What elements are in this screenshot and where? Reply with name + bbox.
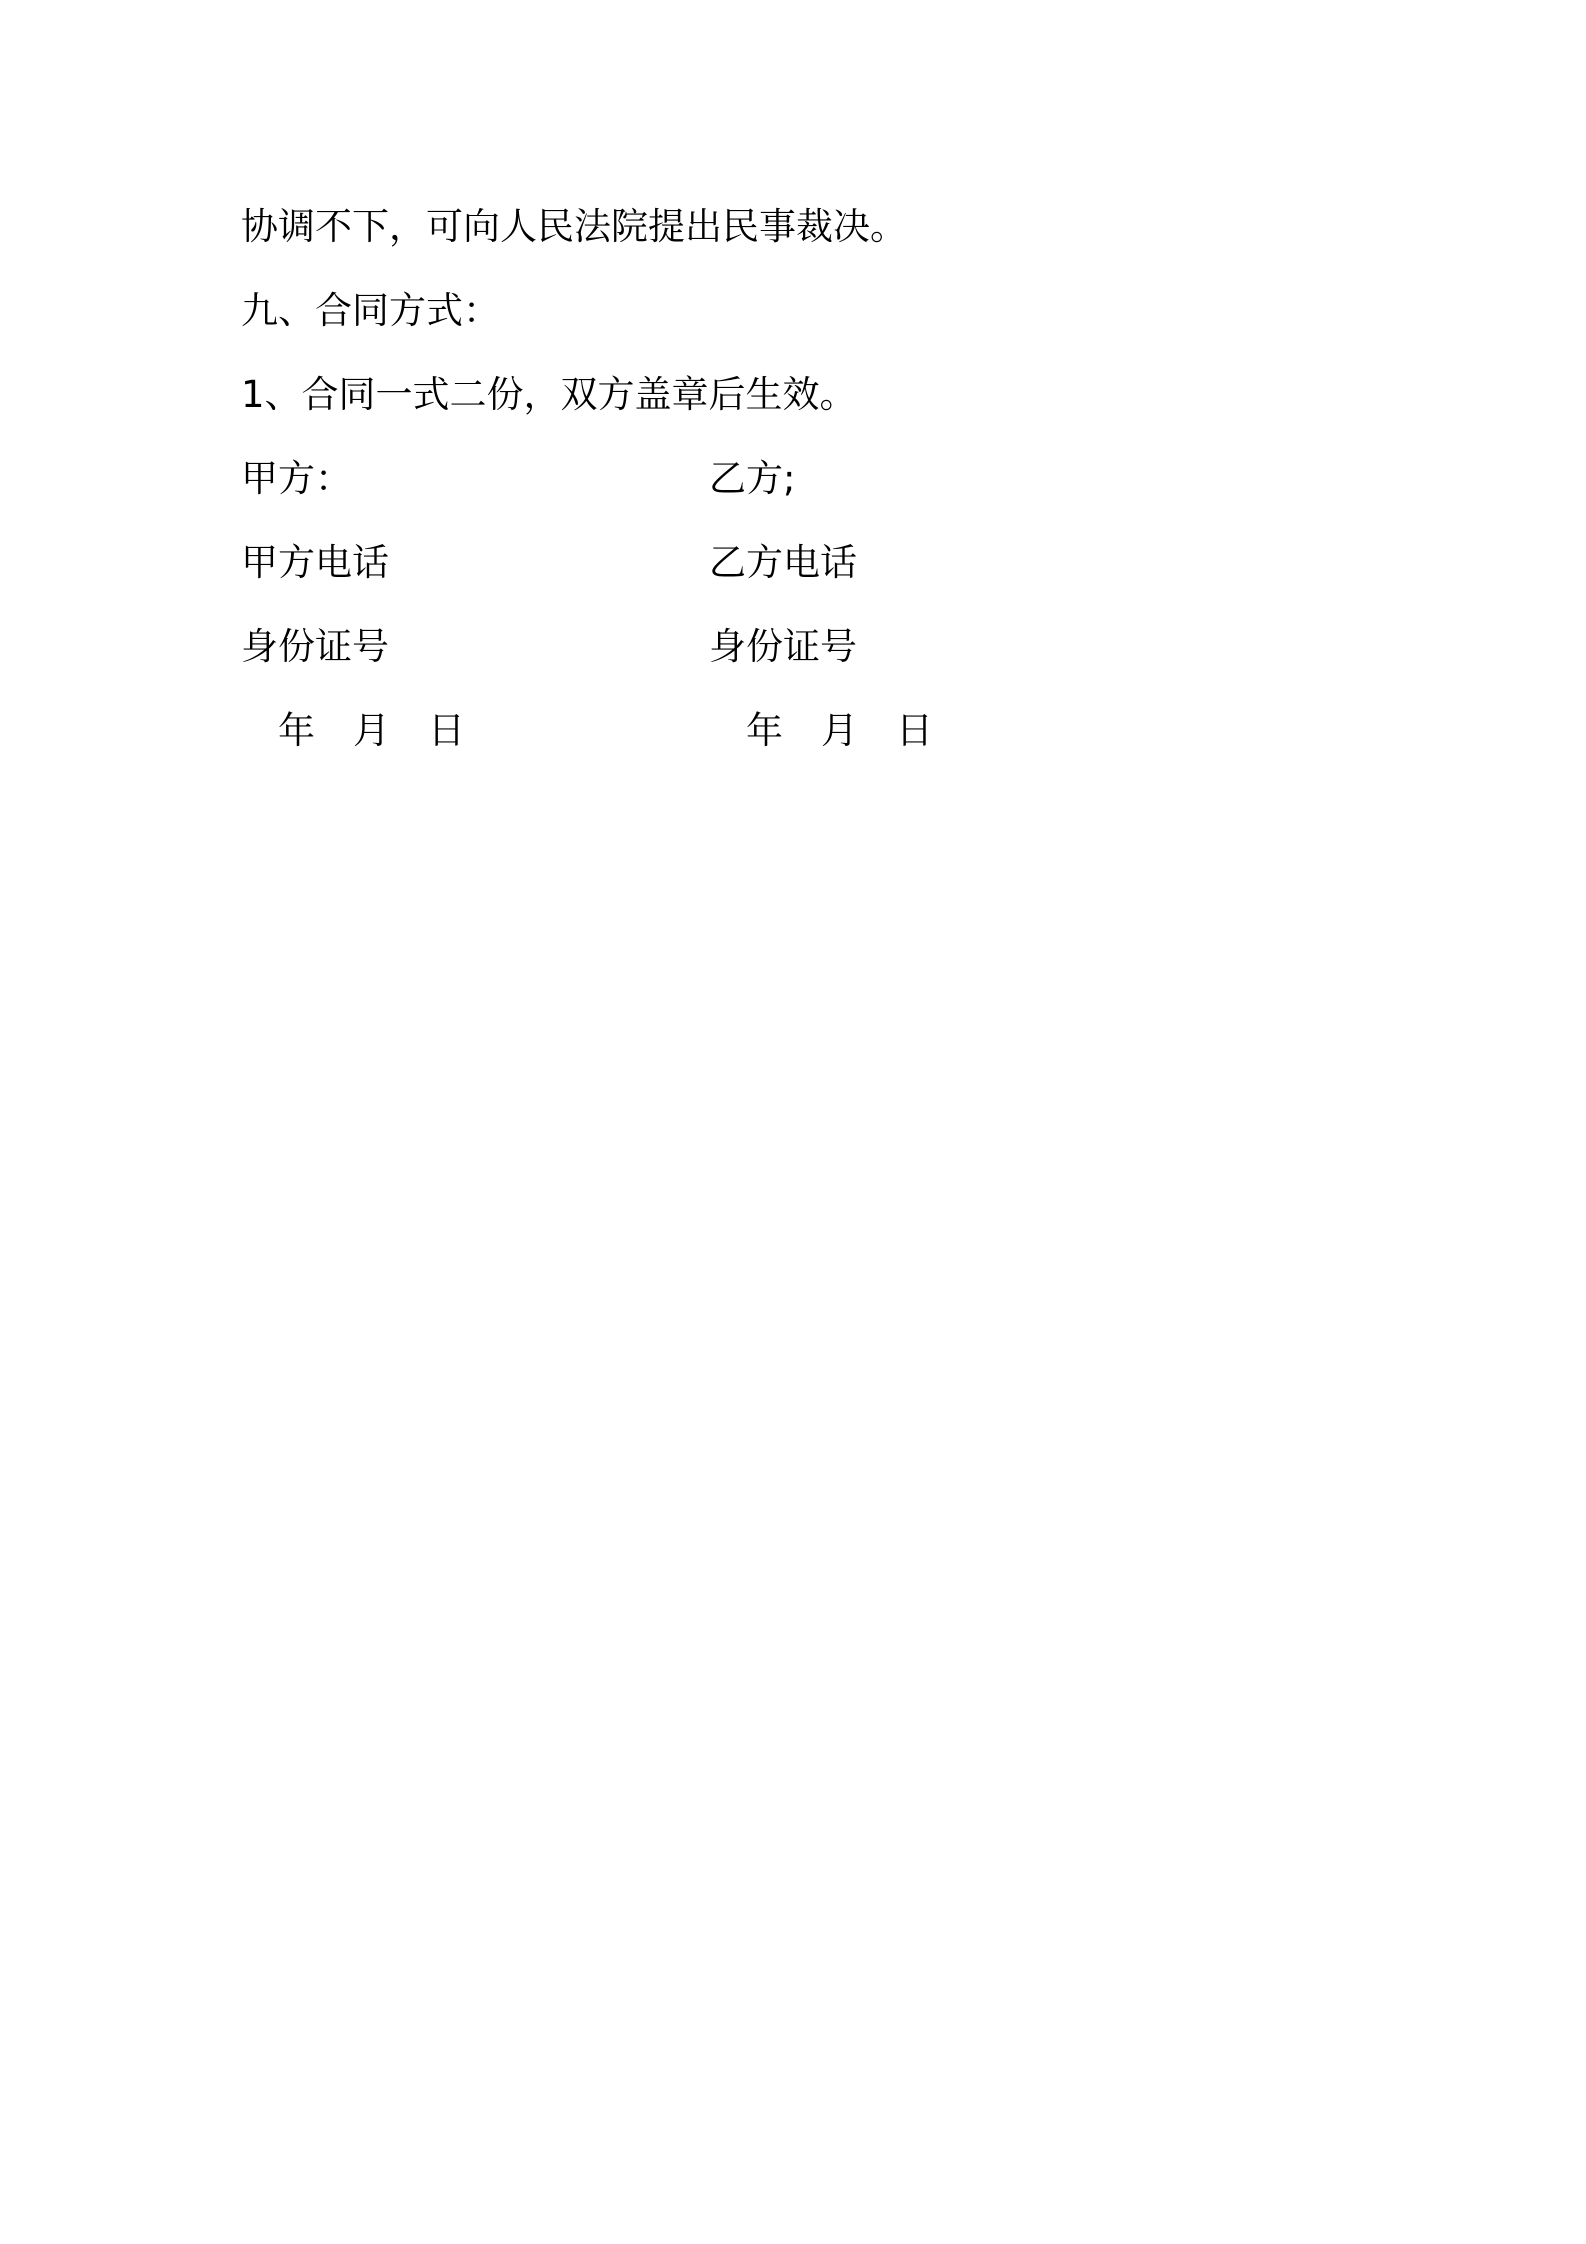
section-heading-contract-form: 九、合同方式： (241, 289, 500, 332)
party-b-date-year: 年 (746, 709, 783, 752)
paragraph-contract-copies: 1、合同一式二份，双方盖章后生效。 (241, 373, 857, 416)
party-a-date-month: 月 (353, 709, 390, 752)
party-b-label: 乙方; (709, 457, 796, 500)
party-a-id-label: 身份证号 (241, 625, 389, 668)
party-a-phone-label: 甲方电话 (241, 541, 389, 584)
party-a-date-year: 年 (278, 709, 315, 752)
party-a-label: 甲方： (241, 457, 352, 500)
party-b-date-month: 月 (821, 709, 858, 752)
party-b-phone-label: 乙方电话 (709, 541, 857, 584)
party-b-id-label: 身份证号 (709, 625, 857, 668)
paragraph-dispute-resolution: 协调不下，可向人民法院提出民事裁决。 (241, 205, 907, 248)
party-b-date-day: 日 (896, 709, 933, 752)
party-a-date-day: 日 (428, 709, 465, 752)
